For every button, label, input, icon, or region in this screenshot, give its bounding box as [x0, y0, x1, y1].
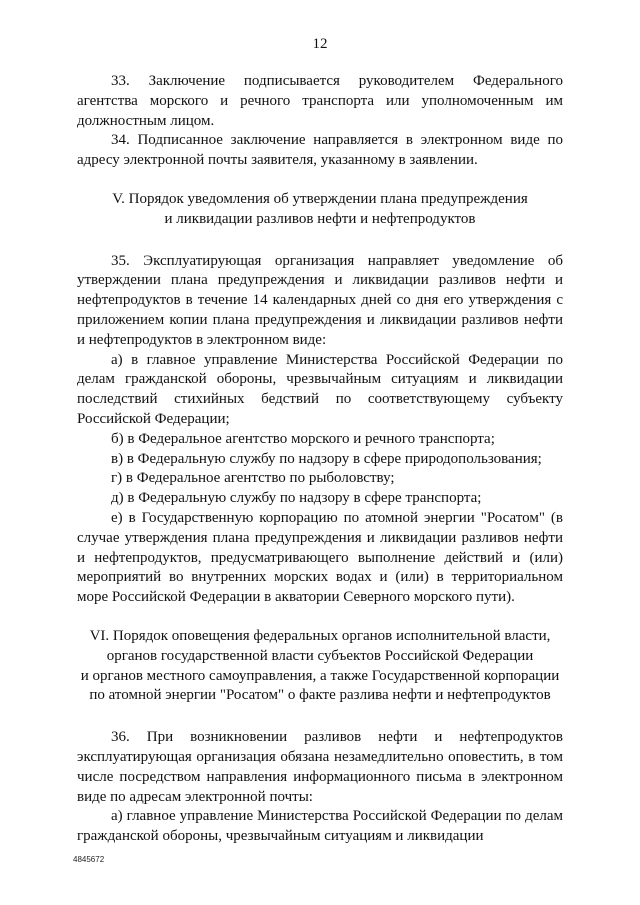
paragraph-36-item-a: а) главное управление Министерства Российской Федерации по делам гражданской обороны, чрезвычайным ситуациям и ликвидации: [77, 808, 563, 845]
paragraph-36: 36. При возникновении разливов нефти и нефтепродуктов эксплуатирующая организация обязана незамедлительно оповестить, в том числе посредством направления информационного письма в электронном виде по адресам электронной почты:: [77, 729, 563, 805]
document-body: [77, 72, 563, 847]
section-6-heading-line: VI. Порядок оповещения федеральных органов исполнительной власти,: [89, 627, 551, 644]
section-6-heading-line: органов государственной власти субъектов Российской Федерации: [106, 647, 534, 664]
paragraph-35-item-f: е) в Государственную корпорацию по атомной энергии "Росатом" (в случае утверждения плана предупреждения и ликвидации разливов нефти и нефтепродуктов, предусматривающего выполнение действий и (или) мероприятий во внутренних морских водах и (или) в территориальном море Российской Федерации в акватории Северного морского пути).: [77, 509, 563, 606]
section-6-heading-line: и органов местного самоуправления, а также Государственной корпорации: [80, 667, 560, 684]
paragraph-35-item-d: г) в Федеральное агентство по рыболовству;: [111, 470, 395, 487]
paragraph-34: 34. Подписанное заключение направляется в электронном виде по адресу электронной почты заявителя, указанному в заявлении.: [77, 132, 563, 169]
section-5-heading-line: и ликвидации разливов нефти и нефтепродуктов: [164, 210, 476, 227]
paragraph-35-item-a: а) в главное управление Министерства Российской Федерации по делам гражданской обороны, чрезвычайным ситуациям и ликвидации последствий стихийных бедствий по соответствующему субъекту Российской Федерации;: [77, 351, 563, 427]
paragraph-35-item-e: д) в Федеральную службу по надзору в сфере транспорта;: [111, 490, 482, 507]
paragraph-35-item-c: в) в Федеральную службу по надзору в сфере природопользования;: [111, 450, 542, 467]
section-6-heading: [77, 627, 563, 706]
paragraph-35-item-b: б) в Федеральное агентство морского и речного транспорта;: [111, 430, 495, 447]
section-5-heading: [77, 190, 563, 230]
section-5-heading-line: V. Порядок уведомления об утверждении плана предупреждения: [112, 190, 528, 207]
page-number: 12: [312, 36, 328, 52]
paragraph-33: 33. Заключение подписывается руководителем Федерального агентства морского и речного транспорта или уполномоченным им должностным лицом.: [77, 73, 563, 129]
document-code: 4845672: [73, 855, 105, 864]
paragraph-35: 35. Эксплуатирующая организация направляет уведомление об утверждении плана предупреждения и ликвидации разливов нефти и нефтепродуктов в течение 14 календарных дней со дня его утверждения с приложением копии плана предупреждения и ликвидации разливов нефти и нефтепродуктов в электронном виде:: [77, 252, 563, 348]
section-6-heading-line: по атомной энергии "Росатом" о факте разлива нефти и нефтепродуктов: [89, 687, 551, 704]
